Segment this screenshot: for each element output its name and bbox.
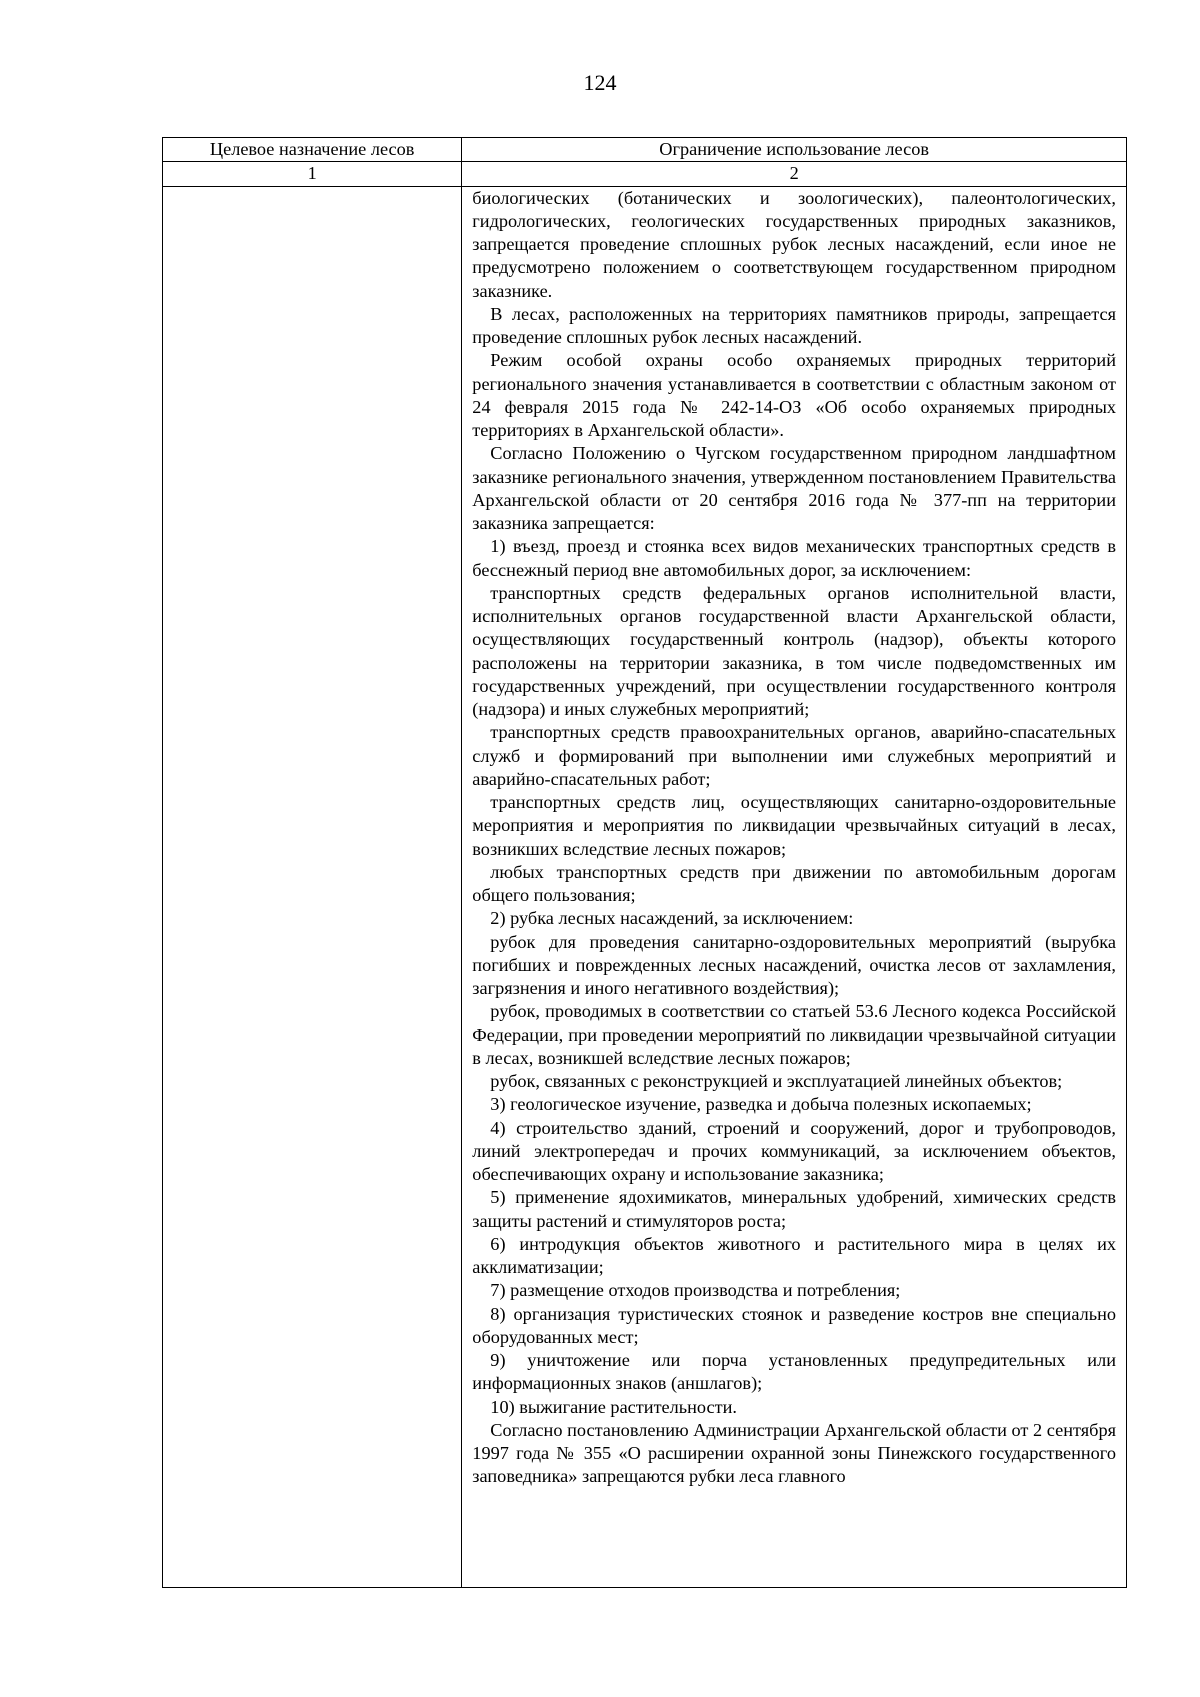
list-item: рубок для проведения санитарно-оздоровительных мероприятий (вырубка погибших и поврежденных лесных насаждений, очистка лесов от захламления, загрязнения и иного негативного воздействия); xyxy=(472,931,1116,998)
table-numbering-row xyxy=(163,162,1127,186)
list-item: 7) размещение отходов производства и потребления; xyxy=(490,1280,901,1301)
list-item: 3) геологическое изучение, разведка и добыча полезных ископаемых; xyxy=(490,1094,1032,1115)
table-header-row xyxy=(163,138,1127,162)
header-forest-purpose: Целевое назначение лесов xyxy=(163,138,462,162)
header-usage-restrictions: Ограничение использование лесов xyxy=(462,138,1127,162)
forest-purpose-cell xyxy=(163,186,462,1587)
table-row xyxy=(163,186,1127,1587)
list-item: 1) въезд, проезд и стоянка всех видов механических транспортных средств в бесснежный период вне автомобильных дорог, за исключением: xyxy=(472,536,1116,580)
list-item: 8) организация туристических стоянок и разведение костров вне специально оборудованных мест; xyxy=(472,1303,1116,1347)
restrictions-table xyxy=(162,137,1127,1588)
list-item: рубок, связанных с реконструкцией и эксплуатацией линейных объектов; xyxy=(490,1071,1063,1091)
list-item: рубок, проводимых в соответствии со статьей 53.6 Лесного кодекса Российской Федерации, при проведении мероприятий по ликвидации чрезвычайной ситуации в лесах, возникшей вследствие лесных пожаров; xyxy=(472,1001,1116,1068)
list-item: 10) выжигание растительности. xyxy=(490,1396,737,1417)
list-item: 5) применение ядохимикатов, минеральных удобрений, химических средств защиты растений и стимуляторов роста; xyxy=(472,1187,1116,1231)
paragraph: Согласно Положению о Чугском государственном природном ландшафтном заказнике регионального значения, утвержденном постановлением Правительства Архангельской области от 20 сентября 2016 года № 377-пп на территории заказника запрещается: xyxy=(472,443,1116,533)
list-item: транспортных средств правоохранительных органов, аварийно-спасательных служб и формирований при выполнении ими служебных мероприятий и аварийно-спасательных работ; xyxy=(472,722,1116,789)
list-item: 4) строительство зданий, строений и сооружений, дорог и трубопроводов, линий электропередач и прочих коммуникаций, за исключением объектов, обеспечивающих охрану и использование заказника; xyxy=(472,1117,1116,1184)
list-item: 6) интродукция объектов животного и растительного мира в целях их акклиматизации; xyxy=(472,1233,1116,1277)
list-item: 2) рубка лесных насаждений, за исключением: xyxy=(490,908,854,929)
list-item: любых транспортных средств при движении по автомобильным дорогам общего пользования; xyxy=(472,861,1116,905)
paragraph: биологических (ботанических и зоологических), палеонтологических, гидрологических, геологических государственных природных заказников, запрещается проведение сплошных рубок лесных насаждений, если иное не предусмотрено положением о соответствующем государственном природном заказнике. xyxy=(472,187,1116,301)
paragraph: Согласно постановлению Администрации Архангельской области от 2 сентября 1997 года № 355 «О расширении охранной зоны Пинежского государственного заповедника» запрещаются рубки леса главного xyxy=(472,1419,1116,1487)
list-item: транспортных средств федеральных органов исполнительной власти, исполнительных органов государственной власти Архангельской области, осуществляющих государственный контроль (надзор), объекты которого расположены на территории заказника, в том числе подведомственных им государственных учреждений, при осуществлении государственного контроля (надзора) и иных служебных мероприятий; xyxy=(472,582,1116,719)
list-item: 9) уничтожение или порча установленных предупредительных или информационных знаков (аншлагов); xyxy=(472,1350,1116,1394)
restrictions-cell xyxy=(462,186,1127,1587)
page-number: 124 xyxy=(583,70,617,95)
paragraph: В лесах, расположенных на территориях памятников природы, запрещается проведение сплошных рубок лесных насаждений. xyxy=(472,303,1116,347)
column-number-2: 2 xyxy=(462,162,1127,186)
list-item: транспортных средств лиц, осуществляющих санитарно-оздоровительные мероприятия и мероприятия по ликвидации чрезвычайных ситуаций в лесах, возникших вследствие лесных пожаров; xyxy=(472,792,1116,859)
column-number-1: 1 xyxy=(163,162,462,186)
paragraph: Режим особой охраны особо охраняемых природных территорий регионального значения устанавливается в соответствии с областным законом от 24 февраля 2015 года № 242-14-ОЗ «Об особо охраняемых природных территориях в Архангельской области». xyxy=(472,350,1116,440)
